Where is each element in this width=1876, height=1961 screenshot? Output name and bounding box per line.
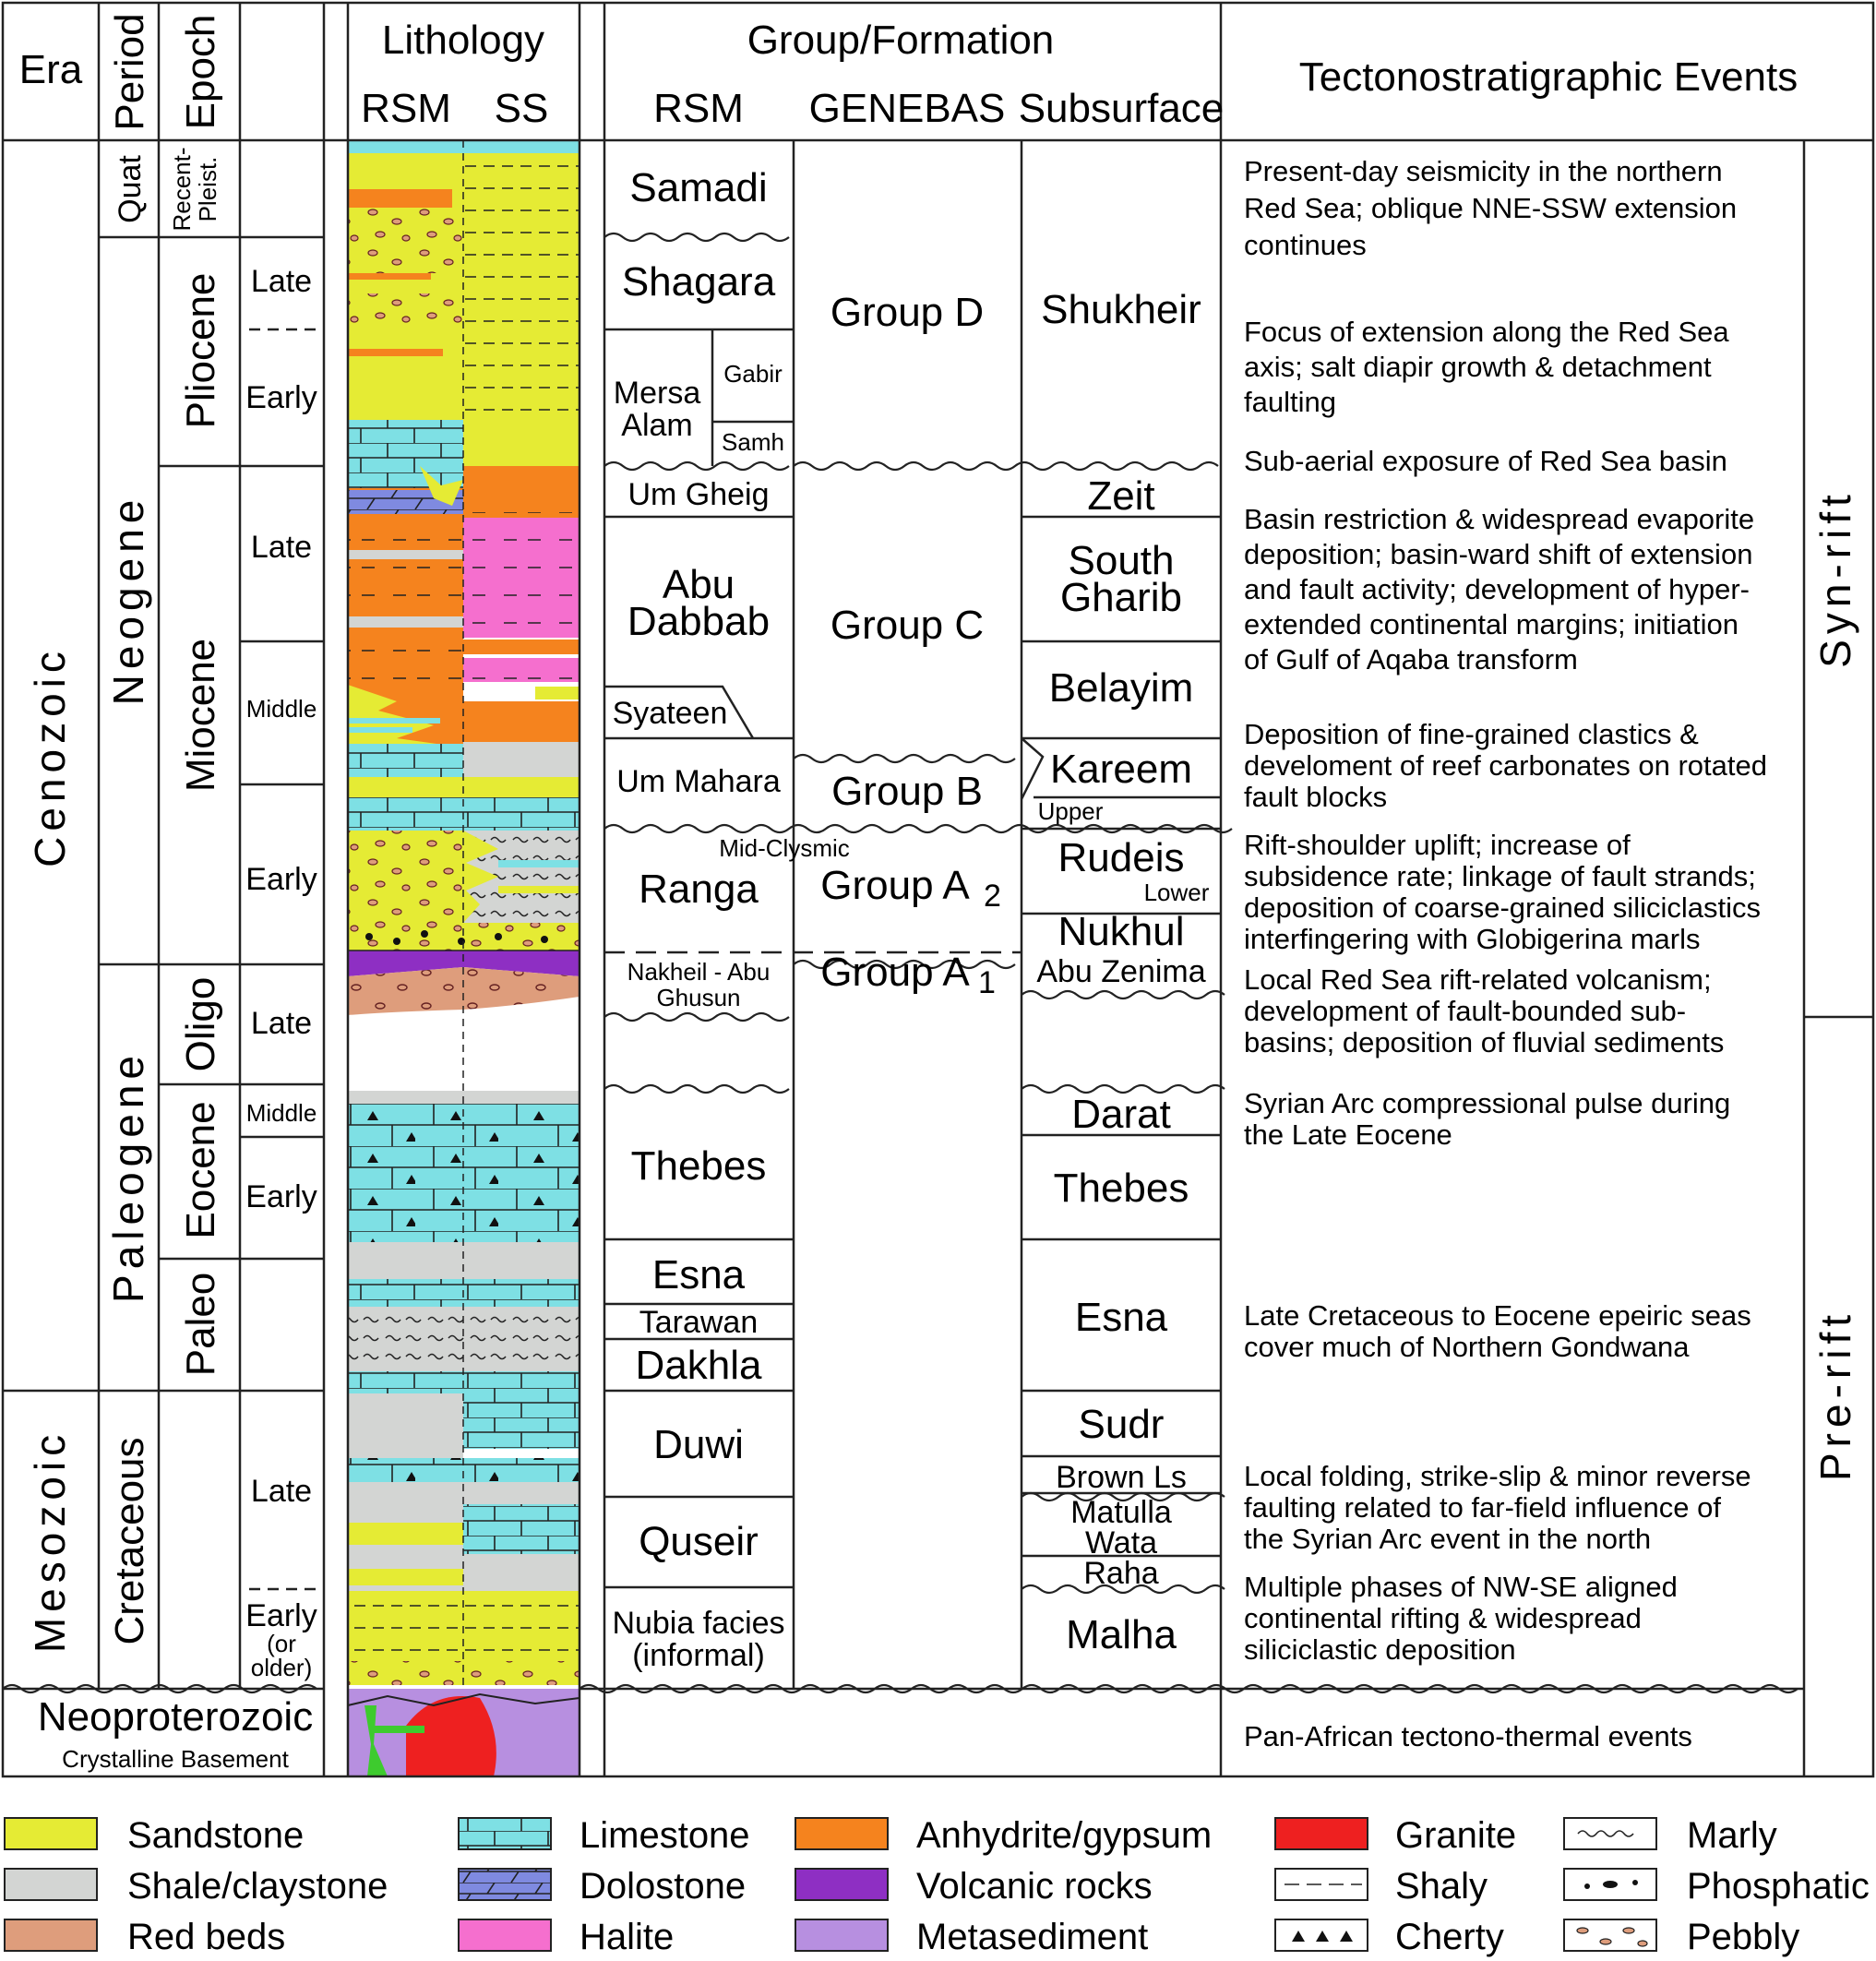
legend-cherty: Cherty [1395,1917,1504,1957]
epoch-oligo: Oligo [178,976,223,1072]
age-cret-older: older) [250,1654,313,1681]
fm-samh: Samh [722,428,784,456]
rift-phases [1811,489,1859,1481]
group-a2: Group A [820,863,970,908]
fm-shagara: Shagara [621,259,776,305]
header-epoch: Epoch [178,14,223,130]
event-6: Rift-shoulder uplift; increase of subsidence rate; linkage of fault strands; deposition of coarse-grained siliciclastics interfingering with Globigerina marls [1244,829,1761,955]
age-mio-late: Late [250,530,313,565]
sub-wata: Wata [1084,1525,1158,1560]
era-mesozoic: Mesozoic [26,1429,74,1654]
legend-shale: Shale/claystone [127,1866,388,1907]
fm-informal: (informal) [632,1638,765,1673]
phase-synrift: Syn-rift [1811,489,1859,668]
epoch-paleo: Paleo [178,1272,223,1377]
legend-halite: Halite [580,1917,675,1957]
header-lithology: Lithology [381,18,545,63]
header-litho-rsm: RSM [361,86,451,131]
age-plio-early: Early [245,380,317,415]
sub-gharib: Gharib [1059,575,1183,620]
sub-kareem: Kareem [1049,747,1193,792]
event-3: Sub-aerial exposure of Red Sea basin [1244,445,1727,477]
epoch-pleist: Pleist. [194,156,221,222]
fm-tarawan: Tarawan [639,1305,759,1340]
fm-alam: Alam [621,408,693,443]
fm-abu: Abu [662,562,735,607]
period-paleogene: Paleogene [104,1050,152,1303]
events [1244,155,1767,1752]
legend-swatch-limestone [459,1818,551,1849]
fm-gabir: Gabir [723,360,783,388]
sub-raha: Raha [1083,1556,1159,1591]
legend-pebbly: Pebbly [1687,1917,1800,1957]
header-events: Tectonostratigraphic Events [1298,54,1798,100]
phase-prerift: Pre-rift [1811,1309,1859,1481]
event-10: Local folding, strike-slip & minor reverse faulting related to far-field influence of the Syrian Arc event in the north [1244,1460,1751,1555]
sub-belayim: Belayim [1048,665,1194,711]
legend-swatch-sandstone [5,1818,97,1849]
fm-ummahara: Um Mahara [616,764,781,799]
fm-duwi: Duwi [653,1422,744,1467]
legend-swatch-volcanic [795,1869,888,1900]
sub-zeit: Zeit [1087,473,1155,519]
age-mio-early: Early [245,862,317,897]
group-a1: Group A [820,950,970,995]
legend-metasediment: Metasediment [916,1917,1149,1957]
header-litho-ss: SS [494,86,549,131]
sub-abuzenima: Abu Zenima [1036,954,1206,989]
age-eo-early: Early [245,1179,317,1214]
sub-malha: Malha [1066,1612,1177,1657]
lithology-column [348,140,580,1776]
sub-upper: Upper [1037,797,1104,825]
era-neoproterozoic: Neoproterozoic [37,1694,314,1740]
fm-midclysmic: Mid-Clysmic [719,834,850,862]
epoch-miocene: Miocene [178,638,223,793]
event-9: Late Cretaceous to Eocene epeiric seas cover much of Northern Gondwana [1244,1299,1751,1363]
time-scale [26,147,317,1773]
legend-sandstone: Sandstone [127,1815,305,1856]
event-12: Pan-African tectono-thermal events [1244,1720,1692,1752]
legend-marly: Marly [1687,1815,1777,1856]
fm-samadi: Samadi [629,165,768,210]
event-8: Syrian Arc compressional pulse during the Late Eocene [1244,1087,1731,1151]
header [19,13,1798,131]
fm-esna: Esna [651,1252,746,1297]
fm-ranga: Ranga [639,867,759,912]
legend-swatch-anhydrite [795,1818,888,1849]
header-gf-subsurface: Subsurface [1018,86,1225,131]
age-cret-late: Late [250,1474,313,1509]
sub-lower: Lower [1143,879,1210,906]
sub-brownls: Brown Ls [1056,1460,1187,1495]
event-1: Present-day seismicity in the northern Red Sea; oblique NNE-SSW extension continues [1244,155,1738,261]
fm-thebes: Thebes [630,1143,767,1189]
fm-umgheig: Um Gheig [627,477,770,512]
age-eo-middle: Middle [245,1099,317,1127]
group-a2-sub: 2 [984,879,1001,914]
fm-syateen: Syateen [612,696,728,731]
event-11: Multiple phases of NW-SE aligned continental rifting & widespread siliciclastic deposition [1244,1571,1678,1666]
sub-thebes: Thebes [1053,1166,1189,1211]
rsm-formations [612,165,849,1673]
age-mio-middle: Middle [245,695,317,723]
fm-nubia: Nubia facies [612,1606,785,1641]
fm-dabbab: Dabbab [627,599,771,644]
sub-south: South [1068,538,1175,583]
sub-esna: Esna [1074,1295,1168,1340]
legend-shaly: Shaly [1395,1866,1488,1907]
sub-shukheir: Shukheir [1041,287,1201,332]
header-group-formation: Group/Formation [747,18,1055,63]
genebas-groups [820,290,1001,1000]
group-d: Group D [830,290,985,335]
sub-matulla: Matulla [1070,1495,1172,1530]
event-5: Deposition of fine-grained clastics & develoment of reef carbonates on rotated fault blocks [1244,718,1767,813]
event-4: Basin restriction & widespread evaporite deposition; basin-ward shift of extension and fault activity; development of hyper-extended continental margins; initiation of Gulf of Aqaba transform [1244,503,1755,676]
legend-swatch-dolostone [459,1869,551,1900]
header-era: Era [18,47,83,92]
epoch-recent: Recent- [168,147,196,232]
age-oligo-late: Late [250,1006,313,1041]
legend-volcanic: Volcanic rocks [916,1866,1153,1907]
fm-ghusun: Ghusun [656,984,741,1011]
era-cenozoic: Cenozoic [26,646,74,867]
event-7: Local Red Sea rift-related volcanism; development of fault-bounded sub-basins; deposition of fluvial sediments [1244,963,1725,1058]
epoch-eocene: Eocene [178,1101,223,1239]
sub-rudeis: Rudeis [1057,835,1185,880]
legend-limestone: Limestone [580,1815,750,1856]
group-c: Group C [830,603,985,648]
fm-nakheil: Nakheil - Abu [627,958,771,986]
sub-sudr: Sudr [1078,1402,1165,1447]
sub-nukhul: Nukhul [1057,909,1185,954]
header-gf-rsm: RSM [653,86,744,131]
event-2: Focus of extension along the Red Sea axis; salt diapir growth & detachment faulting [1244,316,1729,418]
period-neogene: Neogene [104,494,152,706]
legend-dolostone: Dolostone [580,1866,747,1907]
legend-granite: Granite [1395,1815,1517,1856]
header-gf-genebas: GENEBAS [808,86,1006,131]
period-quat: Quat [113,155,148,223]
header-period: Period [107,13,152,131]
age-cret-or: (or [267,1630,296,1657]
legend-anhydrite: Anhydrite/gypsum [916,1815,1213,1856]
legend-swatch-redbeds [5,1919,97,1951]
age-cret-early: Early [245,1598,317,1633]
period-cretaceous: Cretaceous [107,1437,152,1645]
legend-phosphatic: Phosphatic [1687,1866,1870,1907]
fm-dakhla: Dakhla [635,1343,762,1388]
legend-swatch-shale [5,1869,97,1900]
legend-redbeds: Red beds [127,1917,286,1957]
legend-swatch-granite [1275,1818,1368,1849]
epoch-pliocene: Pliocene [178,272,223,429]
age-plio-late: Late [250,264,313,299]
group-b: Group B [831,769,983,814]
subsurface-formations [1036,287,1209,1657]
era-basement: Crystalline Basement [62,1745,289,1773]
sub-darat: Darat [1071,1092,1171,1137]
fm-mersa: Mersa [613,376,701,411]
fm-quseir: Quseir [639,1519,759,1564]
legend-swatch-metasediment [795,1919,888,1951]
legend-swatch-halite [459,1919,551,1951]
group-a1-sub: 1 [978,965,996,1000]
